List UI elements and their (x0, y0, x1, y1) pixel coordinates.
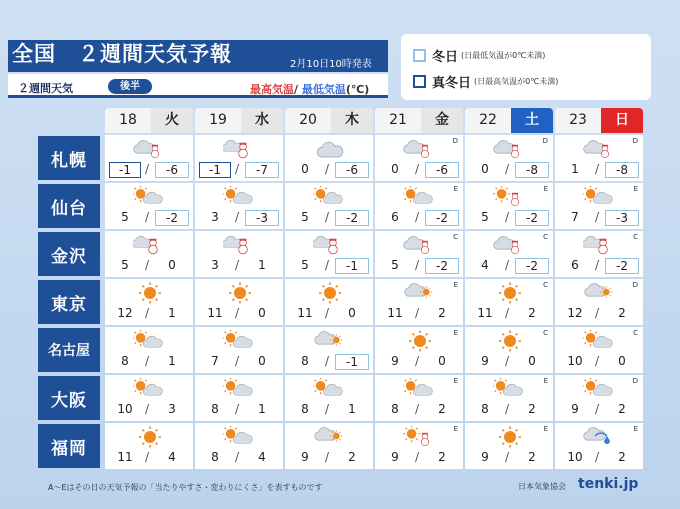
temp-slash: / (325, 450, 330, 464)
snow-icon (223, 138, 257, 160)
high-temp: -1 (199, 162, 231, 178)
forecast-cell (465, 135, 553, 181)
high-temp-label: 最高気温 (250, 83, 294, 96)
high-temp: 5 (301, 210, 309, 224)
temp-slash: / (235, 210, 240, 224)
forecast-cell (105, 375, 193, 421)
low-temp: 0 (168, 258, 176, 272)
temp-slash: / (325, 258, 330, 272)
forecast-cell (465, 183, 553, 229)
day-number: 18 (105, 108, 151, 133)
day-of-week: 木 (331, 108, 373, 133)
forecast-cell (465, 279, 553, 325)
high-temp: 8 (121, 354, 129, 368)
reliability-rank: E (453, 329, 458, 337)
city-label: 大阪 (38, 376, 100, 420)
snow-icon (223, 234, 257, 256)
low-temp: 2 (438, 306, 446, 320)
temp-slash: / (235, 402, 240, 416)
reliability-rank: C (543, 329, 548, 337)
low-temp: 2 (618, 402, 626, 416)
sun-cloud-icon (403, 378, 437, 400)
cloud-icon (313, 138, 347, 160)
sun-icon (493, 330, 527, 352)
sun-cloud-icon (583, 378, 617, 400)
reliability-rank: D (542, 137, 548, 145)
temp-slash: / (145, 210, 150, 224)
temp-slash: / (415, 306, 420, 320)
high-temp: 11 (477, 306, 493, 320)
high-temp: 9 (391, 354, 399, 368)
sun-cloud-icon (223, 186, 257, 208)
reliability-rank: E (633, 185, 638, 193)
high-temp: -1 (109, 162, 141, 178)
low-temp: -6 (335, 162, 369, 178)
forecast-cell (465, 375, 553, 421)
reliability-rank: E (453, 425, 458, 433)
forecast-cell (285, 183, 373, 229)
forecast-cell (375, 183, 463, 229)
low-temp: 0 (258, 354, 266, 368)
temp-slash: / (595, 258, 600, 272)
sun-cloud-icon (133, 186, 167, 208)
low-temp: 4 (168, 450, 176, 464)
sun-snow-icon (493, 186, 527, 208)
forecast-cell (195, 231, 283, 277)
forecast-cell (555, 183, 643, 229)
reliability-rank: E (453, 185, 458, 193)
snow-icon (583, 234, 617, 256)
footnote: A～Eはその日の天気予報の「当たりやすさ・変わりにくさ」を表すものです (48, 483, 323, 492)
fuyubi-label: 冬日 (432, 50, 459, 65)
day-number: 22 (465, 108, 511, 133)
high-temp: 3 (211, 258, 219, 272)
high-temp: 7 (211, 354, 219, 368)
cloud-snow-icon (493, 234, 527, 256)
cloud-snow-icon (493, 138, 527, 160)
temp-slash: / (505, 450, 510, 464)
reliability-rank: C (543, 233, 548, 241)
temp-slash: / (325, 306, 330, 320)
low-temp: 0 (258, 306, 266, 320)
low-temp: 2 (618, 306, 626, 320)
low-temp: 2 (348, 450, 356, 464)
day-of-week: 金 (421, 108, 463, 133)
temp-slash: / (595, 306, 600, 320)
temp-slash: / (415, 210, 420, 224)
city-label: 東京 (38, 280, 100, 324)
snow-icon (133, 234, 167, 256)
temp-slash: / (325, 210, 330, 224)
low-temp: -2 (515, 210, 549, 226)
sun-cloud-icon (313, 378, 347, 400)
temp-slash: / (415, 354, 420, 368)
issued-time: 2月10日10時発表 (290, 59, 372, 70)
low-temp: -6 (425, 162, 459, 178)
sun-icon (133, 426, 167, 448)
low-temp: -2 (605, 258, 639, 274)
high-temp: 10 (567, 354, 583, 368)
city-label: 福岡 (38, 424, 100, 468)
reliability-rank: C (633, 233, 638, 241)
sun-snow-icon (403, 426, 437, 448)
high-temp: 0 (481, 162, 489, 176)
temp-slash: / (235, 450, 240, 464)
high-temp: 5 (121, 258, 129, 272)
low-temp: 2 (438, 402, 446, 416)
high-temp: 9 (481, 354, 489, 368)
sun-cloud-icon (223, 378, 257, 400)
forecast-cell (375, 279, 463, 325)
temp-slash: / (325, 162, 330, 176)
forecast-cell (195, 327, 283, 373)
day-header (105, 108, 193, 133)
forecast-cell (195, 183, 283, 229)
day-number: 21 (375, 108, 421, 133)
sun-cloud-icon (493, 378, 527, 400)
low-temp: 3 (168, 402, 176, 416)
fuyubi-note: (日最低気温が0℃未満) (461, 51, 546, 60)
day-number: 23 (555, 108, 601, 133)
temp-slash: / (325, 402, 330, 416)
temp-slash: / (145, 450, 150, 464)
cloud-snow-icon (583, 138, 617, 160)
low-temp: 1 (258, 402, 266, 416)
low-temp: -2 (425, 210, 459, 226)
low-temp: 1 (168, 354, 176, 368)
sun-icon (133, 282, 167, 304)
forecast-cell (465, 423, 553, 469)
temp-slash: / (595, 402, 600, 416)
forecast-cell (555, 279, 643, 325)
temp-slash: / (235, 306, 240, 320)
reliability-rank: C (633, 329, 638, 337)
sun-cloud-icon (133, 330, 167, 352)
high-temp: 9 (571, 402, 579, 416)
forecast-cell (105, 231, 193, 277)
high-temp: 8 (211, 450, 219, 464)
reliability-rank: C (453, 233, 458, 241)
forecast-cell (465, 327, 553, 373)
forecast-cell (195, 423, 283, 469)
period-badge: 後半 (108, 79, 152, 94)
low-temp: 1 (258, 258, 266, 272)
temp-slash: / (505, 258, 510, 272)
reliability-rank: E (453, 281, 458, 289)
temp-slash: / (595, 162, 600, 176)
forecast-cell (555, 231, 643, 277)
key-fuyubi (413, 46, 545, 65)
city-label: 名古屋 (38, 328, 100, 372)
cloud-sun-icon (583, 282, 617, 304)
reliability-rank: C (543, 281, 548, 289)
high-temp: 9 (391, 450, 399, 464)
forecast-cell (465, 231, 553, 277)
high-temp: 4 (481, 258, 489, 272)
day-of-week: 水 (241, 108, 283, 133)
forecast-cell (105, 423, 193, 469)
low-temp-label: 最低気温 (301, 83, 346, 96)
sun-cloud-icon (403, 186, 437, 208)
cloud-sun-icon (313, 426, 347, 448)
high-temp: 11 (207, 306, 223, 320)
key-mafuyubi (413, 72, 558, 91)
forecast-cell (285, 279, 373, 325)
temp-slash: / (145, 402, 150, 416)
temp-slash: / (415, 258, 420, 272)
low-temp: 2 (438, 450, 446, 464)
high-temp: 8 (211, 402, 219, 416)
reliability-rank: D (452, 137, 458, 145)
temp-slash: / (595, 210, 600, 224)
high-temp: 10 (567, 450, 583, 464)
temp-slash: / (145, 306, 150, 320)
low-temp: -2 (515, 258, 549, 274)
cloud-snow-icon (403, 138, 437, 160)
temp-separator: / (294, 83, 299, 96)
high-temp: 11 (117, 450, 133, 464)
reliability-rank: D (632, 377, 638, 385)
reliability-rank: E (633, 425, 638, 433)
reliability-rank: D (632, 281, 638, 289)
day-number: 20 (285, 108, 331, 133)
forecast-cell (375, 423, 463, 469)
reliability-rank: E (543, 185, 548, 193)
low-temp: -7 (245, 162, 279, 178)
temp-slash: / (505, 162, 510, 176)
city-label: 札幌 (38, 136, 100, 180)
day-header (375, 108, 463, 133)
high-temp: 9 (481, 450, 489, 464)
sun-cloud-icon (223, 426, 257, 448)
forecast-cell (375, 375, 463, 421)
cloud-sun-icon (403, 282, 437, 304)
high-temp: 1 (571, 162, 579, 176)
city-label: 仙台 (38, 184, 100, 228)
mafuyubi-swatch (413, 75, 426, 88)
low-temp: -3 (245, 210, 279, 226)
temp-slash: / (505, 210, 510, 224)
high-temp: 7 (571, 210, 579, 224)
low-temp: 2 (618, 450, 626, 464)
reliability-rank: E (543, 425, 548, 433)
low-temp: -2 (425, 258, 459, 274)
day-header (555, 108, 643, 133)
high-temp: 8 (391, 402, 399, 416)
fuyubi-swatch (413, 49, 426, 62)
temp-slash: / (415, 402, 420, 416)
high-temp: 11 (297, 306, 313, 320)
sun-icon (493, 282, 527, 304)
credit: 日本気象協会 (518, 482, 566, 491)
temp-slash: / (595, 450, 600, 464)
temp-slash: / (325, 354, 330, 368)
forecast-cell (555, 423, 643, 469)
mafuyubi-note: (日最高気温が0℃未満) (474, 77, 559, 86)
forecast-cell (285, 135, 373, 181)
forecast-cell (195, 279, 283, 325)
day-header (285, 108, 373, 133)
high-temp: 0 (391, 162, 399, 176)
high-temp: 12 (117, 306, 133, 320)
day-header (465, 108, 553, 133)
temp-slash: / (145, 258, 150, 272)
temp-unit: (℃) (345, 83, 370, 96)
high-temp: 12 (567, 306, 583, 320)
legend-key (401, 34, 651, 100)
low-temp: -2 (155, 210, 189, 226)
temp-slash: / (235, 258, 240, 272)
forecast-cell (105, 327, 193, 373)
forecast-cell (285, 231, 373, 277)
day-of-week: 土 (511, 108, 553, 133)
low-temp: 2 (528, 306, 536, 320)
sun-cloud-icon (133, 378, 167, 400)
low-temp: -2 (335, 210, 369, 226)
forecast-cell (285, 375, 373, 421)
subtitle: ２週間天気 (18, 82, 73, 95)
sun-cloud-icon (313, 186, 347, 208)
temp-legend (250, 81, 369, 97)
day-of-week: 火 (151, 108, 193, 133)
high-temp: 8 (481, 402, 489, 416)
sun-cloud-icon (583, 330, 617, 352)
low-temp: 0 (348, 306, 356, 320)
sun-icon (223, 282, 257, 304)
cloud-sun-icon (313, 330, 347, 352)
temp-slash: / (595, 354, 600, 368)
high-temp: 10 (117, 402, 133, 416)
high-temp: 11 (387, 306, 403, 320)
day-number: 19 (195, 108, 241, 133)
forecast-cell (555, 327, 643, 373)
low-temp: 2 (528, 402, 536, 416)
day-of-week: 日 (601, 108, 643, 133)
low-temp: 2 (528, 450, 536, 464)
high-temp: 0 (301, 162, 309, 176)
sun-cloud-icon (583, 186, 617, 208)
high-temp: 8 (301, 402, 309, 416)
sun-icon (493, 426, 527, 448)
high-temp: 6 (571, 258, 579, 272)
high-temp: 9 (301, 450, 309, 464)
temp-slash: / (145, 162, 150, 176)
low-temp: 0 (618, 354, 626, 368)
reliability-rank: E (543, 377, 548, 385)
low-temp: 1 (168, 306, 176, 320)
forecast-cell (375, 135, 463, 181)
temp-slash: / (415, 450, 420, 464)
forecast-cell (105, 135, 193, 181)
forecast-cell (555, 375, 643, 421)
temp-slash: / (145, 354, 150, 368)
temp-slash: / (235, 354, 240, 368)
tenki-logo[interactable]: tenki.jp (578, 476, 639, 492)
forecast-cell (195, 375, 283, 421)
low-temp: 1 (348, 402, 356, 416)
high-temp: 5 (391, 258, 399, 272)
city-label: 金沢 (38, 232, 100, 276)
temp-slash: / (235, 162, 240, 176)
temp-slash: / (505, 306, 510, 320)
low-temp: -1 (335, 258, 369, 274)
high-temp: 6 (391, 210, 399, 224)
low-temp: -1 (335, 354, 369, 370)
high-temp: 5 (121, 210, 129, 224)
low-temp: 0 (528, 354, 536, 368)
forecast-cell (285, 327, 373, 373)
forecast-cell (105, 279, 193, 325)
mafuyubi-label: 真冬日 (432, 76, 472, 91)
forecast-cell (285, 423, 373, 469)
page-title: 全国 ２週間天気予報 (12, 42, 232, 66)
high-temp: 3 (211, 210, 219, 224)
low-temp: 0 (438, 354, 446, 368)
day-header (195, 108, 283, 133)
low-temp: -8 (605, 162, 639, 178)
low-temp: -6 (155, 162, 189, 178)
temp-slash: / (415, 162, 420, 176)
cloud-snow-icon (133, 138, 167, 160)
sun-icon (313, 282, 347, 304)
high-temp: 8 (301, 354, 309, 368)
forecast-cell (555, 135, 643, 181)
forecast-cell (105, 183, 193, 229)
sun-cloud-icon (223, 330, 257, 352)
cloud-snow-icon (403, 234, 437, 256)
cloud-rain-icon (583, 426, 617, 448)
low-temp: -3 (605, 210, 639, 226)
temp-slash: / (505, 354, 510, 368)
high-temp: 5 (301, 258, 309, 272)
forecast-grid (38, 108, 644, 471)
snow-icon (313, 234, 347, 256)
high-temp: 5 (481, 210, 489, 224)
forecast-cell (375, 231, 463, 277)
sun-icon (403, 330, 437, 352)
reliability-rank: E (453, 377, 458, 385)
low-temp: 4 (258, 450, 266, 464)
low-temp: -8 (515, 162, 549, 178)
forecast-cell (195, 135, 283, 181)
forecast-cell (375, 327, 463, 373)
temp-slash: / (505, 402, 510, 416)
reliability-rank: D (632, 137, 638, 145)
